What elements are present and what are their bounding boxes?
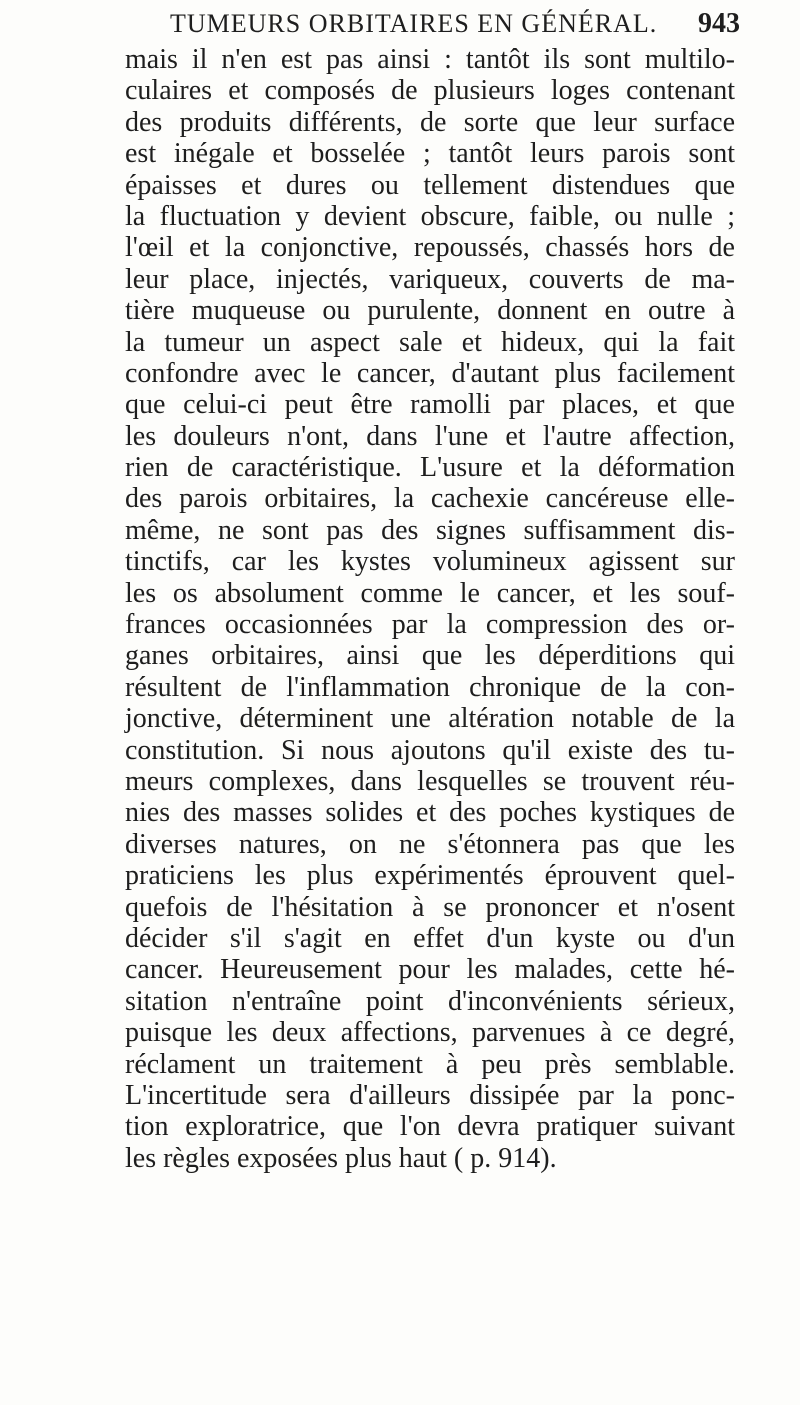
text-line: sitation n'entraîne point d'inconvénients sérieux, bbox=[125, 985, 735, 1017]
text-line: même, ne sont pas des signes suffisamment dis- bbox=[125, 514, 735, 546]
text-line: confondre avec le cancer, d'autant plus facilement bbox=[125, 357, 735, 389]
text-line: jonctive, déterminent une altération notable de la bbox=[125, 703, 735, 735]
text-line: ganes orbitaires, ainsi que les déperditions qui bbox=[125, 640, 735, 672]
text-line: praticiens les plus expérimentés éprouvent quel- bbox=[125, 860, 735, 892]
text-line: les règles exposées plus haut ( p. 914). bbox=[125, 1142, 557, 1174]
text-line: les os absolument comme le cancer, et les souf- bbox=[125, 577, 735, 609]
text-line: mais il n'en est pas ainsi : tantôt ils sont multilo- bbox=[125, 44, 735, 75]
text-line: la fluctuation y devient obscure, faible, ou nulle ; bbox=[125, 200, 735, 232]
page-number: 943 bbox=[698, 8, 740, 39]
text-line: que celui-ci peut être ramolli par places, et que bbox=[125, 389, 735, 421]
text-line: tion exploratrice, que l'on devra pratiquer suivant bbox=[125, 1111, 735, 1143]
text-line: décider s'il s'agit en effet d'un kyste ou d'un bbox=[125, 922, 735, 954]
text-line: meurs complexes, dans lesquelles se trouvent réu- bbox=[125, 765, 735, 797]
text-line: culaires et composés de plusieurs loges contenant bbox=[125, 75, 735, 107]
text-line: des parois orbitaires, la cachexie cancéreuse elle- bbox=[125, 483, 735, 515]
text-line: nies des masses solides et des poches kystiques de bbox=[125, 797, 735, 829]
text-line: résultent de l'inflammation chronique de la con- bbox=[125, 671, 735, 703]
text-line: diverses natures, on ne s'étonnera pas que les bbox=[125, 828, 735, 860]
running-header bbox=[120, 6, 740, 42]
text-line: des produits différents, de sorte que leur surface bbox=[125, 106, 735, 138]
text-line: tinctifs, car les kystes volumineux agissent sur bbox=[125, 546, 735, 578]
text-line: constitution. Si nous ajoutons qu'il existe des tu- bbox=[125, 734, 735, 766]
text-line: cancer. Heureusement pour les malades, cette hé- bbox=[125, 954, 735, 986]
text-line: puisque les deux affections, parvenues à ce degré, bbox=[125, 1017, 735, 1049]
text-line: L'incertitude sera d'ailleurs dissipée par la ponc- bbox=[125, 1079, 735, 1111]
body-paragraph bbox=[125, 44, 735, 1174]
text-line: leur place, injectés, variqueux, couverts de ma- bbox=[125, 263, 735, 295]
text-line: la tumeur un aspect sale et hideux, qui la fait bbox=[125, 326, 735, 358]
text-line: rien de caractéristique. L'usure et la déformation bbox=[125, 452, 735, 484]
text-line: les douleurs n'ont, dans l'une et l'autre affection, bbox=[125, 420, 735, 452]
text-line: réclament un traitement à peu près semblable. bbox=[125, 1048, 735, 1080]
text-line: est inégale et bosselée ; tantôt leurs parois sont bbox=[125, 138, 735, 170]
text-line: épaisses et dures ou tellement distendues que bbox=[125, 169, 735, 201]
running-title: TUMEURS ORBITAIRES EN GÉNÉRAL. bbox=[170, 9, 658, 38]
text-line: tière muqueuse ou purulente, donnent en outre à bbox=[125, 295, 735, 327]
text-line: quefois de l'hésitation à se prononcer et n'osent bbox=[125, 891, 735, 923]
text-line: frances occasionnées par la compression des or- bbox=[125, 609, 735, 641]
text-line: l'œil et la conjonctive, repoussés, chassés hors de bbox=[125, 232, 735, 264]
